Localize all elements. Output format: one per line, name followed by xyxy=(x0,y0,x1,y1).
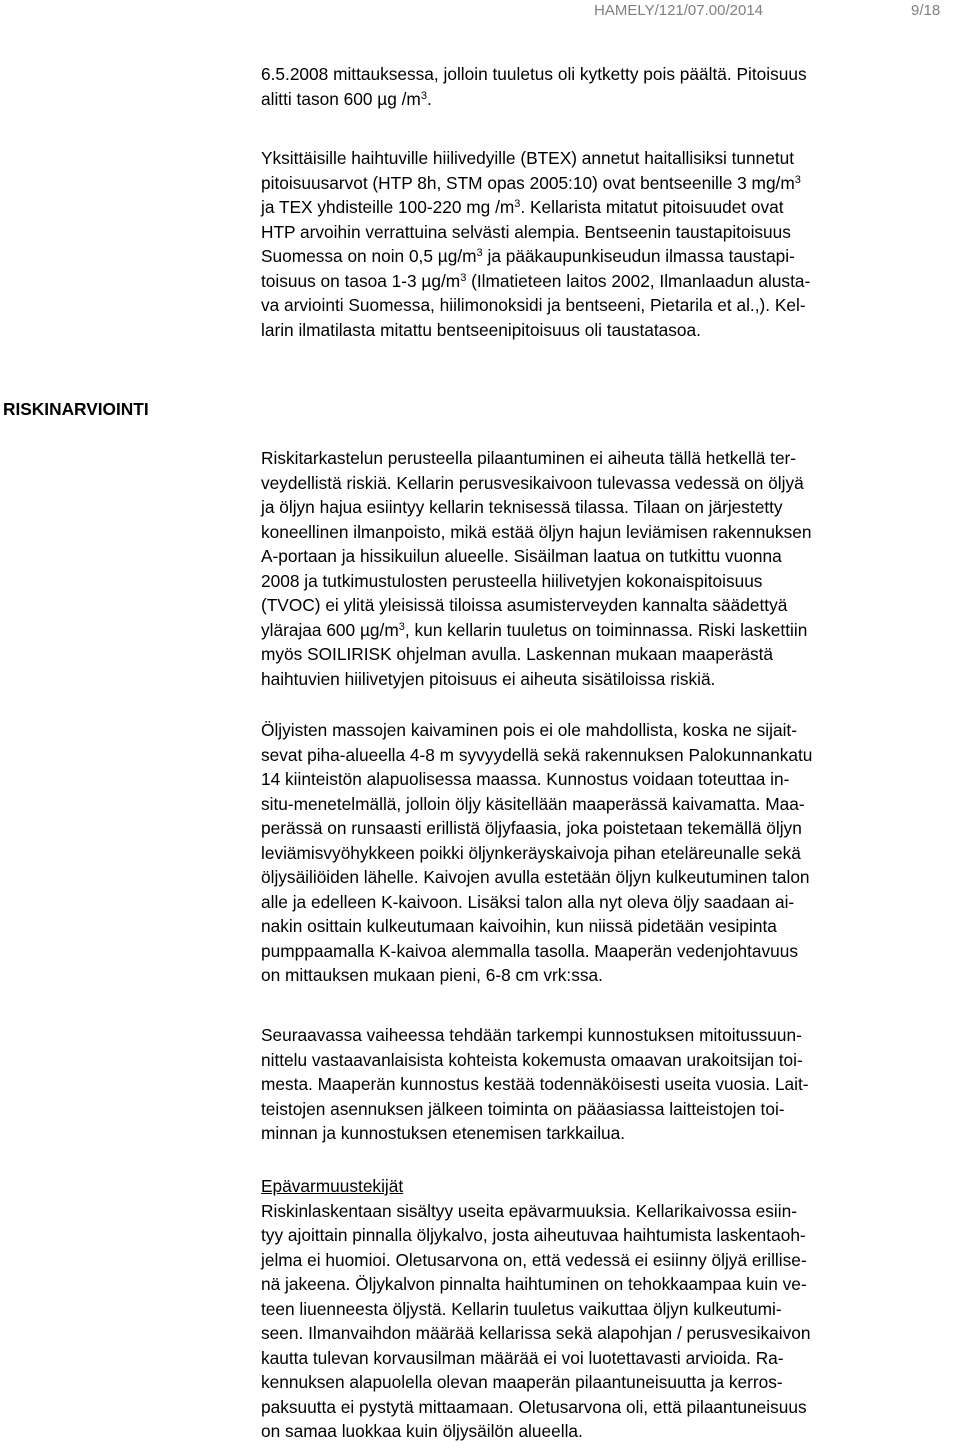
text-line: Suomessa on noin 0,5 $\mu g/m^3$ ja pääkaupunkiseudun ilmassa taustapi- xyxy=(261,246,795,266)
text-line: toisuus on tasoa 1-3 $\mu g/m^3$ (Ilmatieteen laitos 2002, Ilmanlaadun alusta- xyxy=(261,270,811,291)
text-line: sevat piha-alueella 4-8 m syvyydellä sekä rakennuksen Palokunnankatu xyxy=(261,744,813,765)
text-line: 14 kiinteistön alapuolisessa maassa. Kunnostus voidaan toteuttaa in- xyxy=(261,769,790,789)
text-line: teistojen asennuksen jälkeen toiminta on pääasiassa laitteistojen toi- xyxy=(261,1098,785,1119)
page-number: 9/18 xyxy=(911,2,941,19)
text-line: Riskitarkastelun perusteella pilaantuminen ei aiheuta tällä hetkellä ter- xyxy=(261,448,797,468)
text-line: on samaa luokkaa kuin öljysäilön alueella. xyxy=(261,1421,583,1441)
document-reference: HAMELY/121/07.00/2014 xyxy=(594,2,764,19)
text-line: haihtuvien hiilivetyjen pitoisuus ei aiheuta sisätiloissa riskiä. xyxy=(261,668,716,689)
text-line: Öljyisten massojen kaivaminen pois ei ole mahdollista, koska ne sijait- xyxy=(261,720,797,740)
text-line: (TVOC) ei ylitä yleisissä tiloissa asumisterveyden kannalta säädettyä xyxy=(261,595,788,615)
intro-paragraph-1 xyxy=(261,62,960,111)
text-line: Seuraavassa vaiheessa tehdään tarkempi kunnostuksen mitoitussuun- xyxy=(261,1025,802,1045)
text-line: ylärajaa 600 $\mu g/m^3$, kun kellarin tuuletus on toiminnassa. Riski laskettiin xyxy=(261,619,808,640)
text-line: seen. Ilmanvaihdon määrää kellarissa sekä alapohjan / perusvesikaivon xyxy=(261,1323,811,1343)
text-line: jelma ei huomioi. Oletusarvona on, että vedessä ei esiinny öljyä erillise- xyxy=(261,1249,807,1270)
risk-paragraph-1 xyxy=(261,446,960,691)
text-line: on mittauksen mukaan pieni, 6-8 cm vrk:ssa. xyxy=(261,965,603,985)
text-line: tyy ajoittain pinnalla öljykalvo, josta aiheutuvaa haihtumista laskentaoh- xyxy=(261,1225,806,1245)
text-line: nakin osittain kulkeutumaan kaivoihin, kun niissä pidetään vesipinta xyxy=(261,916,777,936)
text-line: alle ja edelleen K-kaivoon. Lisäksi talon alla nyt oleva öljy saadaan ai- xyxy=(261,891,795,912)
text-line: 6.5.2008 mittauksessa, jolloin tuuletus oli kytketty pois päältä. Pitoisuus xyxy=(261,64,807,84)
intro-paragraph-2 xyxy=(261,146,960,342)
text-line: paksuutta ei pystytä mittaamaan. Oletusarvona oli, että pilaantuneisuus xyxy=(261,1396,807,1417)
text-line: A-portaan ja hissikuilun alueelle. Sisäilman laatua on tutkittu vuonna xyxy=(261,546,782,566)
text-line: minnan ja kunnostuksen etenemisen tarkkailua. xyxy=(261,1123,626,1143)
text-line: alitti tason 600 µg $/m^3$. xyxy=(261,88,432,109)
superscript: 3 xyxy=(476,247,483,259)
section-heading-riskinarviointi: RISKINARVIOINTI xyxy=(3,399,149,419)
text-line: HTP arvoihin verrattuina selvästi alempia. Bentseenin taustapitoisuus xyxy=(261,221,791,242)
text-line: nä jakeena. Öljykalvon pinnalta haihtuminen on tehokkaampaa kuin ve- xyxy=(261,1274,807,1294)
uncertainties-heading: Epävarmuustekijät xyxy=(261,1176,404,1196)
text-line: Yksittäisille haihtuville hiilivedyille (BTEX) annetut haitallisiksi tunnetut xyxy=(261,148,795,168)
text-line: perässä on runsaasti erillistä öljyfaasia, joka poistetaan tekemällä öljyn xyxy=(261,818,802,838)
text-line: pumppaamalla K-kaivoa alemmalla tasolla. Maaperän vedenjohtavuus xyxy=(261,940,798,961)
superscript: 3 xyxy=(398,620,405,633)
text-line: mesta. Maaperän kunnostus kestää todennäköisesti useita vuosia. Lait- xyxy=(261,1074,809,1094)
superscript: 3 xyxy=(514,198,521,210)
superscript: 3 xyxy=(460,271,467,284)
text-line: 2008 ja tutkimustulosten perusteella hiilivetyjen kokonaispitoisuus xyxy=(261,570,763,591)
text-line: ja öljyn hajua esiintyy kellarin teknisessä tilassa. Tilaan on järjestetty xyxy=(261,497,783,517)
text-line: koneellinen ilmanpoisto, mikä estää öljyn hajun leviämisen rakennuksen xyxy=(261,521,812,542)
text-line: Riskinlaskentaan sisältyy useita epävarmuuksia. Kellarikaivossa esiin- xyxy=(261,1200,797,1221)
uncertainties-paragraph xyxy=(261,1199,960,1444)
text-line: pitoisuusarvot (HTP 8h, STM opas 2005:10) ovat bentseenille 3 $mg/m^3$ xyxy=(261,172,801,193)
text-line: kautta tulevan korvausilman määrää ei voi luotettavasti arvioida. Ra- xyxy=(261,1347,784,1368)
superscript: 3 xyxy=(420,89,427,102)
text-line: situ-menetelmällä, jolloin öljy käsitellään maaperässä kaivamatta. Maa- xyxy=(261,793,805,814)
risk-paragraph-2 xyxy=(261,718,960,988)
text-line: ja TEX yhdisteille 100-220 mg $/m^3$. Kellarista mitatut pitoisuudet ovat xyxy=(261,197,784,217)
risk-paragraph-3 xyxy=(261,1023,960,1146)
uncertainties-section xyxy=(261,1174,960,1444)
text-line: myös SOILIRISK ohjelman avulla. Laskennan mukaan maaperästä xyxy=(261,644,773,664)
text-line: nittelu vastaavanlaisista kohteista kokemusta omaavan urakoitsijan toi- xyxy=(261,1049,803,1070)
text-line: leviämisvyöhykkeen poikki öljynkeräyskaivoja pihan eteläreunalle sekä xyxy=(261,842,801,863)
text-line: va arviointi Suomessa, hiilimonoksidi ja bentseeni, Pietarila et al.,). Kel- xyxy=(261,295,806,315)
superscript: 3 xyxy=(794,173,801,186)
text-line: öljysäiliöiden lähelle. Kaivojen avulla estetään öljyn kulkeutuminen talon xyxy=(261,867,810,887)
text-line: veydellistä riskiä. Kellarin perusvesikaivoon tulevassa vedessä on öljyä xyxy=(261,472,804,493)
text-line: kennuksen alapuolella olevan maaperän pilaantuneisuutta ja kerros- xyxy=(261,1372,783,1392)
text-line: larin ilmatilasta mitattu bentseenipitoisuus oli taustatasoa. xyxy=(261,319,701,340)
text-line: teen liuenneesta öljystä. Kellarin tuuletus vaikuttaa öljyn kulkeutumi- xyxy=(261,1298,782,1319)
